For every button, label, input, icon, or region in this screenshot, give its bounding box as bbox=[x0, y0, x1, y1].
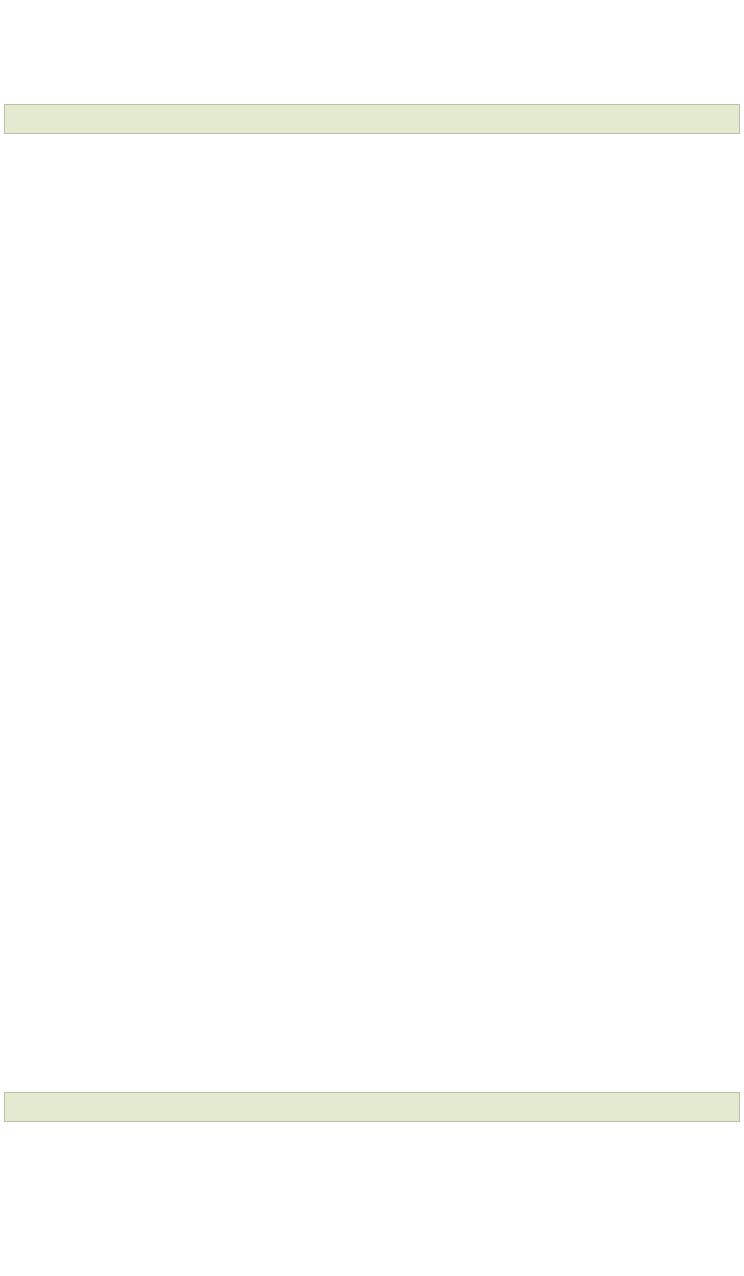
top-players-banner bbox=[4, 104, 740, 134]
closest-to-pin-banner bbox=[4, 1092, 740, 1122]
